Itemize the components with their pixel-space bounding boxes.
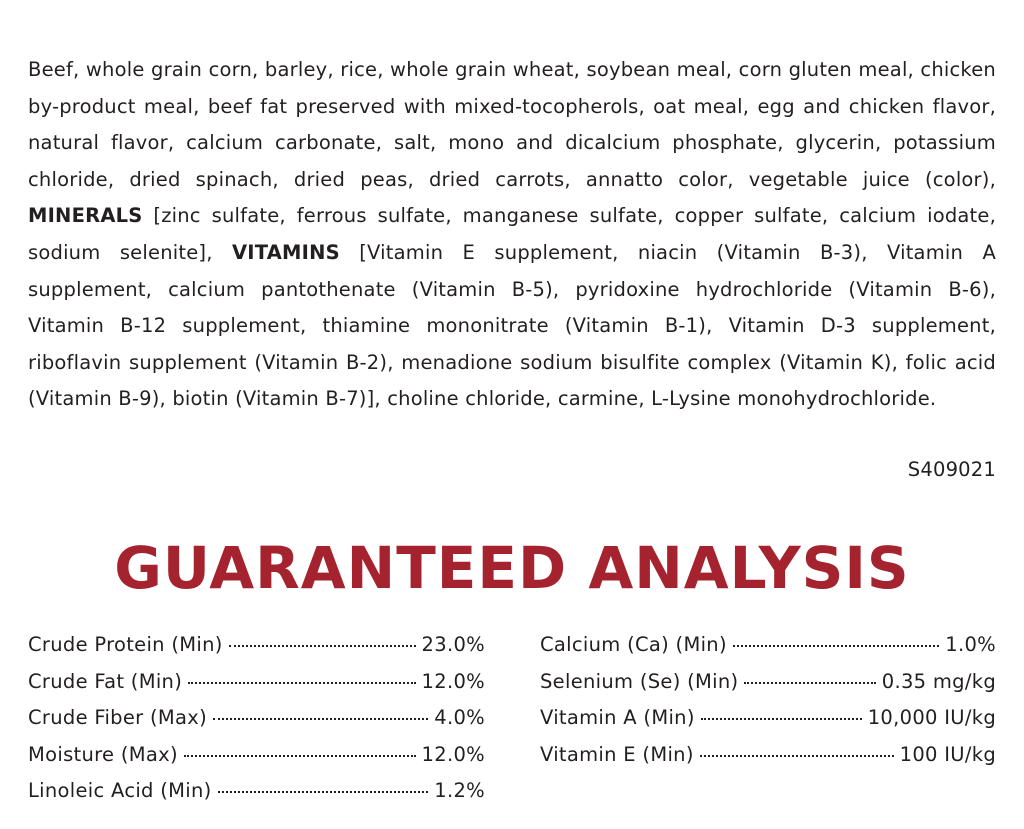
vitamins-heading: VITAMINS bbox=[232, 240, 340, 264]
analysis-row-crude-fiber bbox=[28, 700, 485, 737]
analysis-column-left bbox=[28, 627, 485, 810]
analysis-value: 12.0% bbox=[421, 742, 485, 766]
analysis-value: 0.35 mg/kg bbox=[881, 669, 996, 693]
analysis-row-crude-fat bbox=[28, 664, 485, 701]
dot-leader bbox=[213, 716, 428, 720]
dot-leader bbox=[733, 643, 939, 647]
analysis-row-linoleic-acid bbox=[28, 773, 485, 810]
analysis-label: Moisture (Max) bbox=[28, 742, 178, 766]
analysis-label: Selenium (Se) (Min) bbox=[540, 669, 739, 693]
dot-leader bbox=[700, 753, 894, 757]
analysis-label: Linoleic Acid (Min) bbox=[28, 779, 212, 803]
dot-leader bbox=[188, 680, 415, 684]
analysis-value: 1.0% bbox=[945, 633, 996, 656]
ingredients-paragraph bbox=[28, 52, 996, 418]
dot-leader bbox=[229, 643, 416, 647]
guaranteed-analysis-title: GUARANTEED ANALYSIS bbox=[114, 534, 910, 602]
analysis-label: Crude Fat (Min) bbox=[28, 669, 183, 693]
dot-leader bbox=[744, 680, 875, 684]
dot-leader bbox=[218, 789, 429, 793]
ingredients-text-part-2: [zinc sulfate, ferrous sulfate, manganese sulfate, copper sulfate, calcium iodate, sodium selenite], bbox=[28, 204, 996, 264]
analysis-row-vitamin-a bbox=[540, 700, 996, 737]
analysis-row-moisture bbox=[28, 737, 485, 774]
analysis-label: Crude Protein (Min) bbox=[28, 633, 223, 656]
ingredients-text-part-3: [Vitamin E supplement, niacin (Vitamin B-3), Vitamin A supplement, calcium pantothenate (Vitamin B-5), pyridoxine hydrochloride (Vitamin B-6), Vitamin B-12 supplement, thiamine mononitrate (Vitamin B-1), Vitamin D-3 supplement, riboflavin supplement (Vitamin B-2), menadione sodium bisulfite complex (Vitamin K), folic acid (Vitamin B-9), biotin (Vitamin B-7)], choline chloride, carmine, L-Lysine monohydrochloride. bbox=[28, 240, 996, 411]
analysis-label: Crude Fiber (Max) bbox=[28, 706, 208, 730]
analysis-column-right bbox=[540, 627, 996, 773]
analysis-label: Calcium (Ca) (Min) bbox=[540, 633, 727, 656]
ingredients-text-part-1: Beef, whole grain corn, barley, rice, whole grain wheat, soybean meal, corn gluten meal, chicken by-product meal, beef fat preserved with mixed-tocopherols, oat meal, egg and chicken flavor, natural flavor, calcium carbonate, salt, mono and dicalcium phosphate, glycerin, potassium chloride, dried spinach, dried peas, dried carrots, annatto color, vegetable juice (color), bbox=[28, 58, 996, 191]
analysis-value: 10,000 IU/kg bbox=[867, 706, 996, 730]
analysis-row-vitamin-e bbox=[540, 737, 996, 774]
analysis-value: 1.2% bbox=[434, 779, 485, 803]
analysis-label: Vitamin E (Min) bbox=[540, 742, 694, 766]
analysis-value: 23.0% bbox=[421, 633, 485, 656]
analysis-label: Vitamin A (Min) bbox=[540, 706, 695, 730]
dot-leader bbox=[701, 716, 862, 720]
dot-leader bbox=[184, 753, 416, 757]
lot-code: S409021 bbox=[907, 458, 996, 481]
analysis-row-crude-protein bbox=[28, 627, 485, 664]
analysis-value: 100 IU/kg bbox=[899, 742, 996, 766]
analysis-value: 12.0% bbox=[421, 669, 485, 693]
analysis-row-calcium bbox=[540, 627, 996, 664]
analysis-row-selenium bbox=[540, 664, 996, 701]
analysis-value: 4.0% bbox=[434, 706, 485, 730]
minerals-heading: MINERALS bbox=[28, 204, 143, 228]
